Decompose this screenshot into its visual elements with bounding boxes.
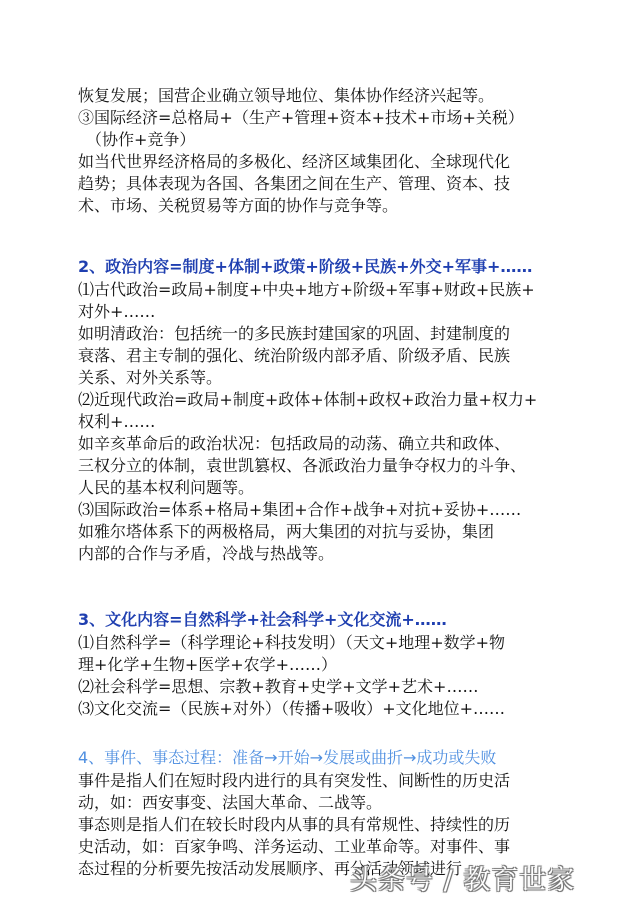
politics-line: ⑴古代政治=政局+制度+中央+地方+阶级+军事+财政+民族+ xyxy=(78,280,535,299)
intro-block xyxy=(78,85,618,217)
politics-line: 衰落、君主专制的强化、统治阶级内部矛盾、阶级矛盾、民族 xyxy=(78,346,511,365)
section-heading-events: 4、事件、事态过程：准备→开始→发展或曲折→成功或失败 xyxy=(78,748,497,767)
document-body xyxy=(78,85,618,880)
politics-line: ⑵近现代政治=政局+制度+政体+体制+政权+政治力量+权力+ xyxy=(78,390,538,409)
intro-line: 如当代世界经济格局的多极化、经济区域集团化、全球现代化 xyxy=(78,152,511,171)
politics-line: 如雅尔塔体系下的两极格局，两大集团的对抗与妥协，集团 xyxy=(78,522,495,541)
politics-line: 内部的合作与矛盾，冷战与热战等。 xyxy=(78,544,335,563)
intro-line: 术、市场、关税贸易等方面的协作与竞争等。 xyxy=(78,196,399,215)
politics-line: 人民的基本权利问题等。 xyxy=(78,478,255,497)
culture-line: ⑵社会科学=思想、宗教+教育+史学+文学+艺术+…… xyxy=(78,677,479,696)
events-line: 动，如：西安事变、法国大革命、二战等。 xyxy=(78,793,383,812)
events-line: 态过程的分析要先按活动发展顺序、再分活动领域进行 xyxy=(78,859,463,878)
politics-line: 如明清政治：包括统一的多民族封建国家的巩固、封建制度的 xyxy=(78,324,511,343)
events-line: 事件是指人们在短时段内进行的具有突发性、间断性的历史活 xyxy=(78,771,511,790)
intro-line: 恢复发展；国营企业确立领导地位、集体协作经济兴起等。 xyxy=(78,86,495,105)
section-politics xyxy=(78,255,618,565)
culture-line: ⑶文化交流=（民族+对外）（传播+吸收）+文化地位+…… xyxy=(78,699,506,718)
politics-line: 对外+…… xyxy=(78,302,156,321)
politics-line: ⑶国际政治=体系+格局+集团+合作+战争+对抗+妥协+…… xyxy=(78,500,522,519)
section-culture xyxy=(78,608,618,720)
politics-line: 权利+…… xyxy=(78,412,156,431)
politics-line: 如辛亥革命后的政治状况：包括政局的动荡、确立共和政体、 xyxy=(78,434,511,453)
intro-line: 趋势；具体表现为各国、各集团之间在生产、管理、资本、技 xyxy=(78,174,511,193)
culture-line: 理+化学+生物+医学+农学+……） xyxy=(78,655,338,674)
section-heading-culture: 3、文化内容=自然科学+社会科学+文化交流+…… xyxy=(78,610,447,629)
culture-line: ⑴自然科学=（科学理论+科技发明）（天文+地理+数学+物 xyxy=(78,633,506,652)
politics-line: 三权分立的体制，袁世凯篡权、各派政治力量争夺权力的斗争、 xyxy=(78,456,527,475)
politics-line: 关系、对外关系等。 xyxy=(78,368,223,387)
events-line: 史活动，如：百家争鸣、洋务运动、工业革命等。对事件、事 xyxy=(78,837,511,856)
events-line: 事态则是指人们在较长时段内从事的具有常规性、持续性的历 xyxy=(78,815,511,834)
section-heading-politics: 2、政治内容=制度+体制+政策+阶级+民族+外交+军事+…… xyxy=(78,257,533,276)
intro-line: ③国际经济=总格局+（生产+管理+资本+技术+市场+关税） xyxy=(78,108,524,127)
intro-line: （协作+竞争） xyxy=(86,130,196,149)
watermark: 头条号 / 教育世家 xyxy=(350,865,576,896)
